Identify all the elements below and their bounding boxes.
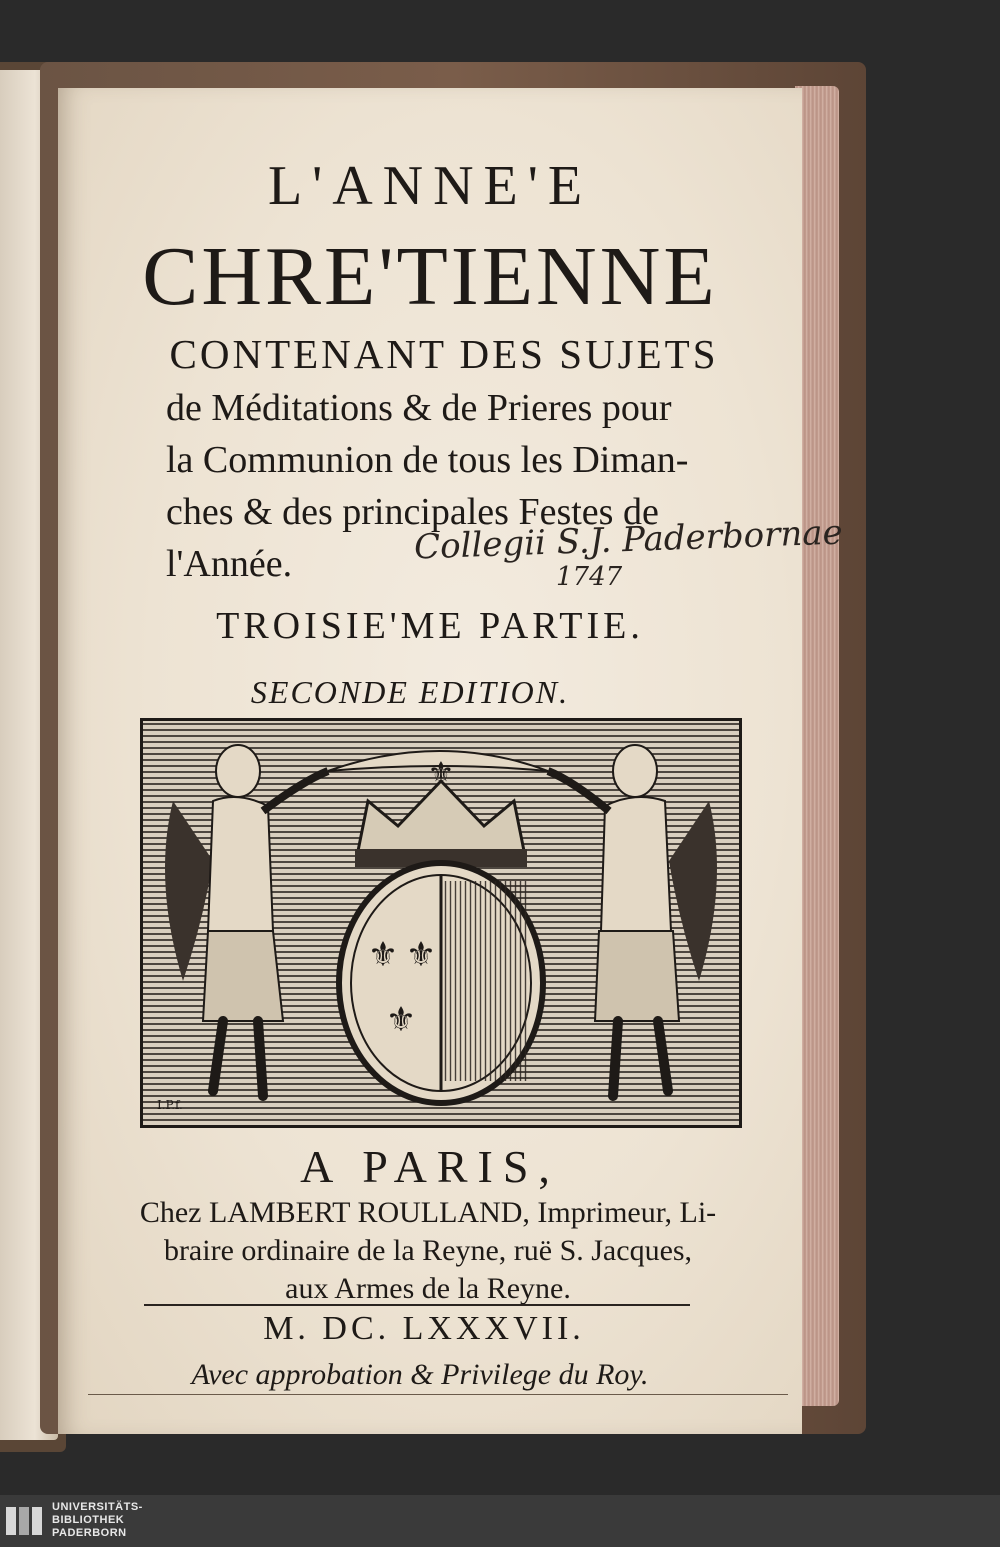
imprint-line: braire ordinaire de la Reyne, ruë S. Jacques, bbox=[163, 1234, 693, 1267]
paper-fold-line bbox=[88, 1394, 788, 1395]
subtitle-line: l'Année. bbox=[166, 543, 293, 585]
oval-shield bbox=[339, 863, 543, 1103]
svg-text:⚜: ⚜ bbox=[405, 935, 437, 975]
svg-text:⚜: ⚜ bbox=[367, 935, 399, 975]
publication-year: M. DC. LXXXVII. bbox=[263, 1310, 585, 1347]
subtitle-line: ches & des principales Festes de bbox=[166, 491, 659, 533]
title-line-2: CHRE'TIENNE bbox=[142, 230, 718, 323]
handwritten-ownership-note: Collegii S.J. Paderbornae bbox=[413, 512, 844, 568]
title-line-1: L'ANNE'E bbox=[267, 155, 593, 217]
library-logo-icon bbox=[4, 1503, 44, 1539]
svg-text:⚜: ⚜ bbox=[427, 756, 455, 791]
privilege-line: Avec approbation & Privilege du Roy. bbox=[191, 1358, 649, 1391]
subtitle-line: de Méditations & de Prieres pour bbox=[166, 387, 672, 429]
woodcut-coat-of-arms bbox=[140, 718, 742, 1128]
subtitle-line: la Communion de tous les Diman- bbox=[166, 439, 689, 481]
svg-text:⚜: ⚜ bbox=[385, 1000, 417, 1040]
handwritten-year: 1747 bbox=[556, 562, 623, 592]
library-name bbox=[52, 1501, 143, 1540]
city-line: A PARIS, bbox=[300, 1141, 560, 1192]
edition-line: SECONDE EDITION. bbox=[250, 674, 570, 710]
divider-rule bbox=[144, 1304, 690, 1306]
library-name-line: PADERBORN bbox=[52, 1527, 127, 1539]
imprint-line: Chez LAMBERT ROULLAND, Imprimeur, Li- bbox=[139, 1196, 717, 1229]
library-name-line: BIBLIOTHEK bbox=[52, 1514, 125, 1526]
woodcut-monogram: I.P.f. bbox=[157, 1098, 183, 1112]
library-name-line: UNIVERSITÄTS- bbox=[52, 1501, 143, 1513]
title-line-3: CONTENANT DES SUJETS bbox=[169, 331, 719, 377]
title-page bbox=[58, 88, 844, 1434]
woodcut-illustration bbox=[143, 721, 739, 1125]
library-footer bbox=[0, 1495, 1000, 1547]
imprint-line: aux Armes de la Reyne. bbox=[285, 1272, 571, 1305]
part-heading: TROISIE'ME PARTIE. bbox=[216, 605, 644, 647]
publisher-imprint bbox=[118, 1194, 738, 1308]
